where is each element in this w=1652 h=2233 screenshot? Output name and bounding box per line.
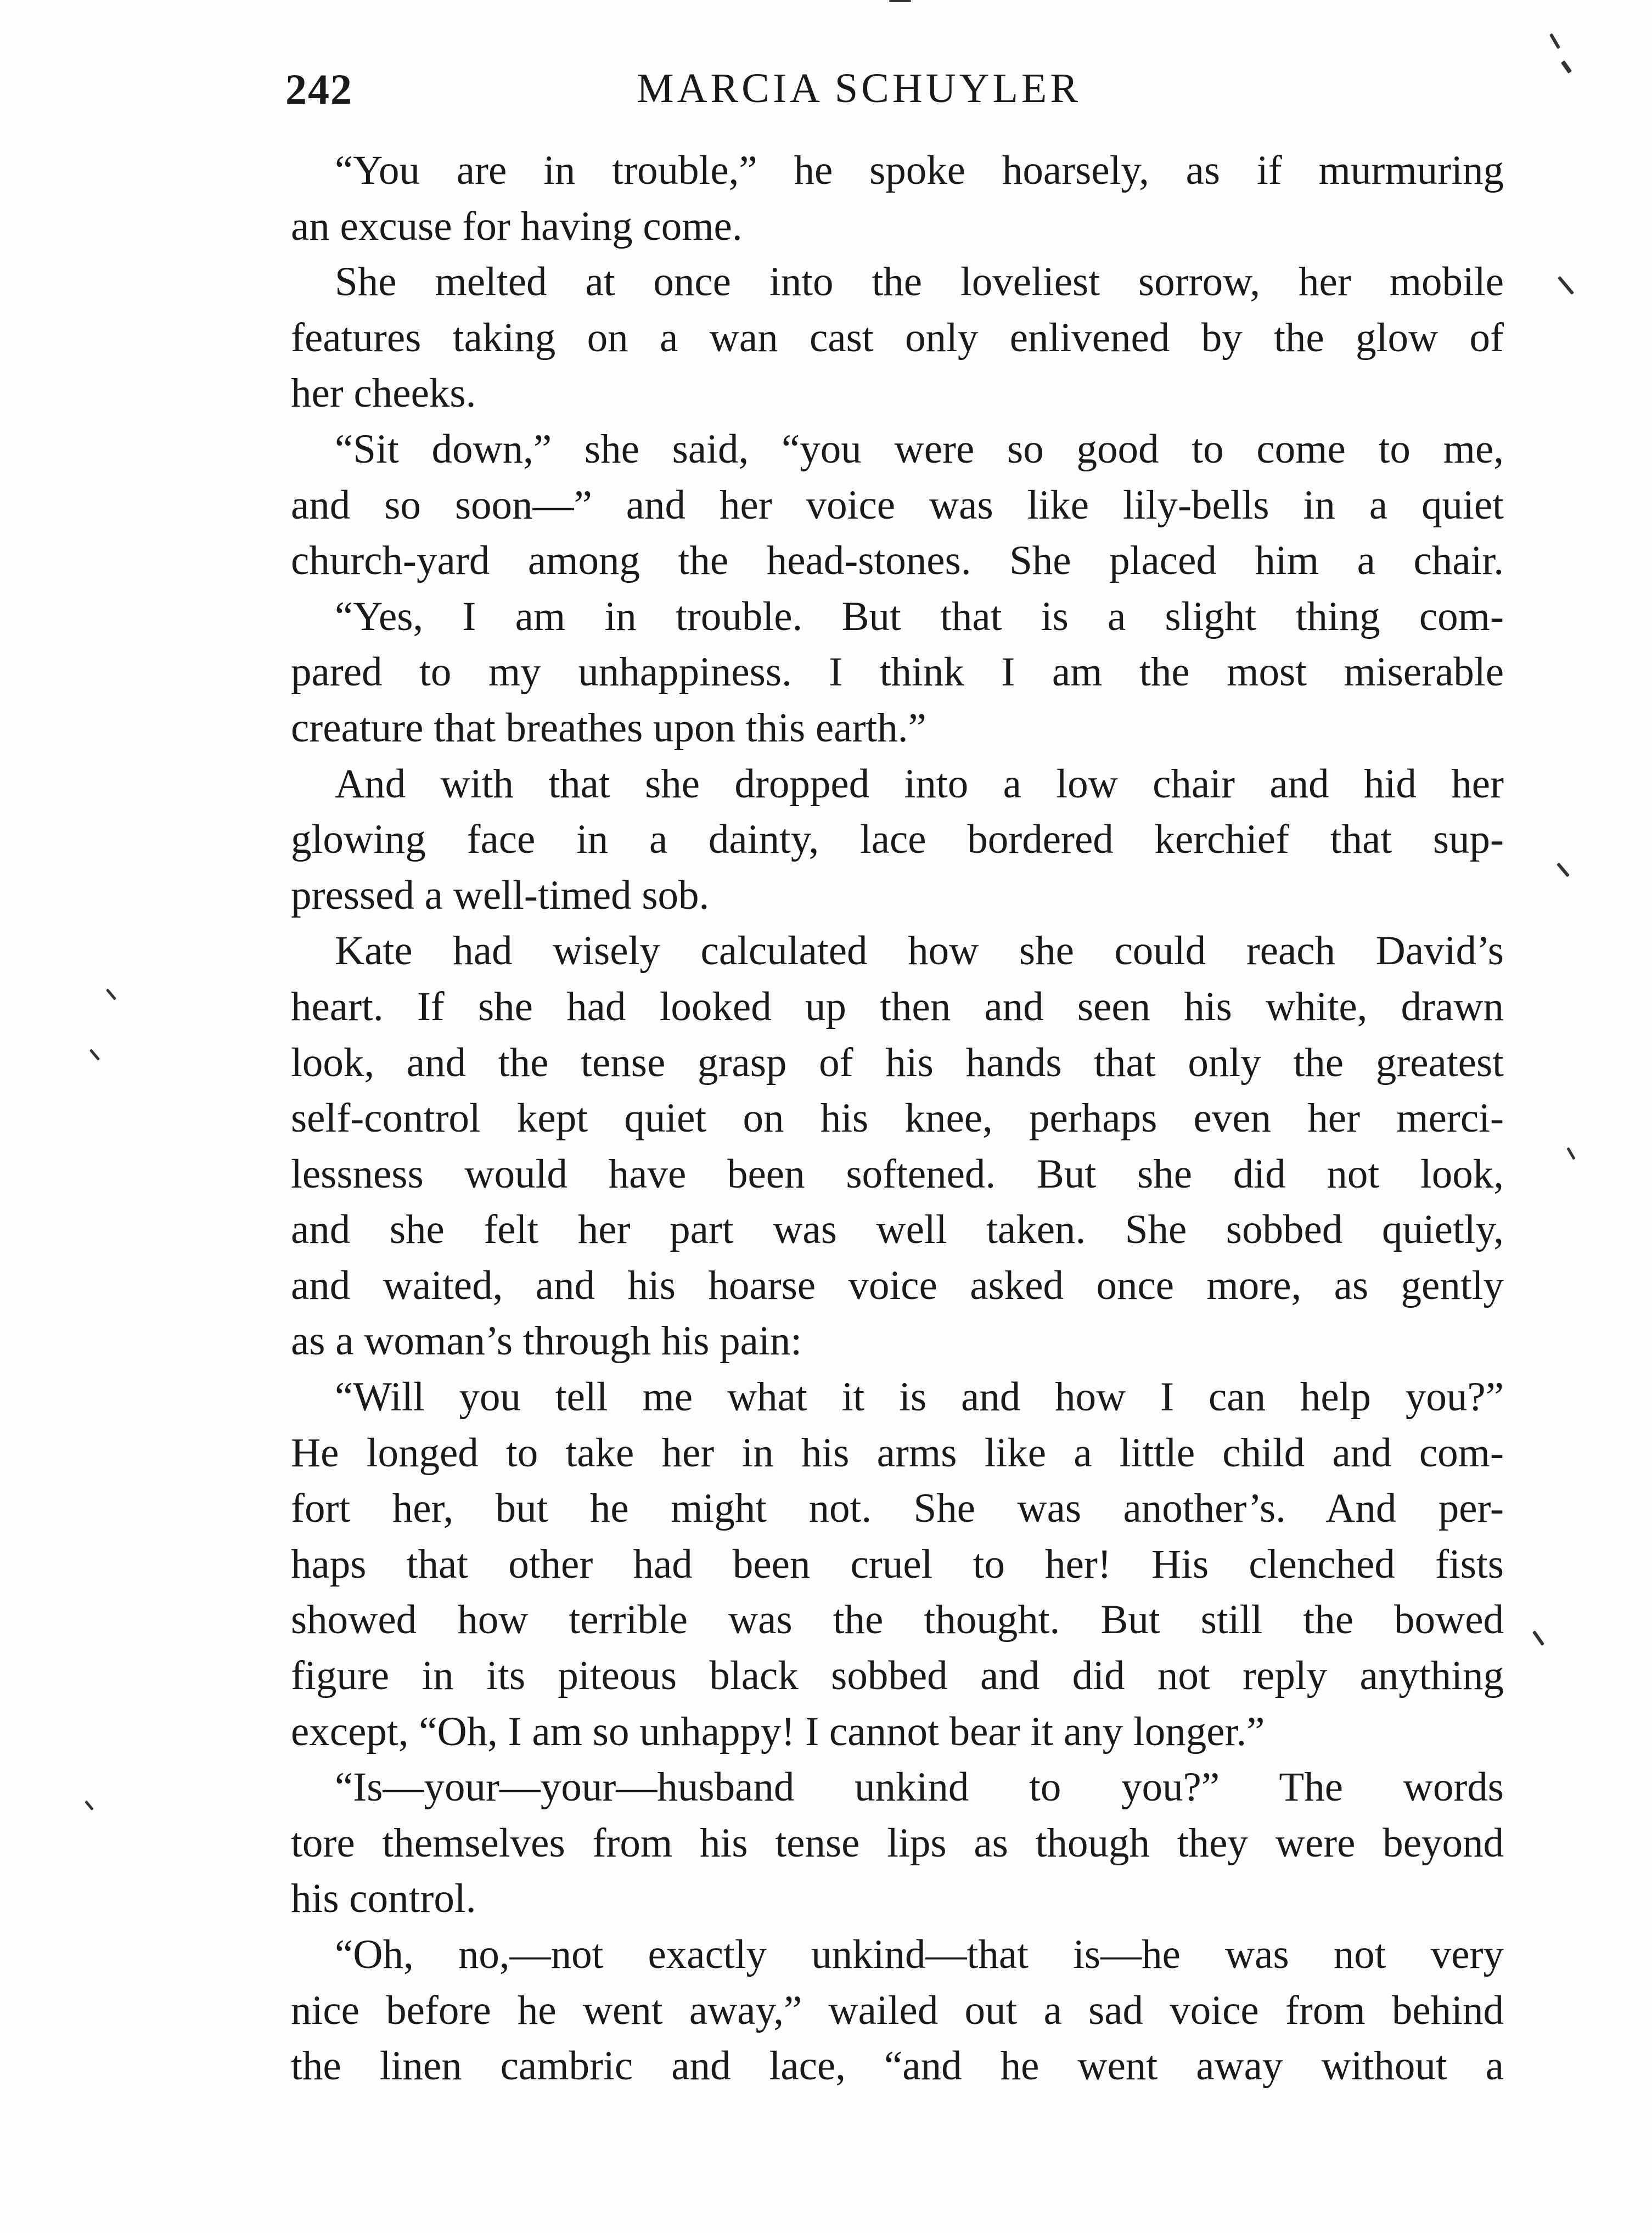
- scan-speck: [106, 988, 116, 1000]
- text-line: “Is—your—your—husband unkind to you?” The words: [335, 1764, 1504, 1810]
- scan-speck: [1558, 276, 1574, 295]
- text-line: an excuse for having come.: [291, 203, 743, 249]
- text-line: “Yes, I am in trouble. But that is a slight thing com-: [335, 593, 1504, 639]
- text-line: features taking on a wan cast only enlivened by the glow of: [291, 314, 1504, 361]
- text-line: heart. If she had looked up then and seen his white, drawn: [291, 983, 1504, 1030]
- text-line: tore themselves from his tense lips as though they were beyond: [291, 1820, 1504, 1866]
- text-line: his control.: [291, 1876, 476, 1922]
- scan-speck: [1532, 1630, 1544, 1646]
- scan-speck: [89, 1049, 100, 1061]
- text-line: haps that other had been cruel to her! His clenched fists: [291, 1541, 1504, 1587]
- running-title: MARCIA SCHUYLER: [637, 65, 1081, 111]
- scan-speck: [85, 1801, 94, 1811]
- body-text: [291, 143, 1504, 2094]
- text-line: showed how terrible was the thought. But still the bowed: [291, 1597, 1504, 1643]
- text-line: She melted at once into the loveliest sorrow, her mobile: [335, 259, 1504, 305]
- scan-speck: [1557, 863, 1570, 878]
- text-line: and she felt her part was well taken. She sobbed quietly,: [291, 1207, 1504, 1253]
- text-line: “Will you tell me what it is and how I can help you?”: [335, 1374, 1504, 1420]
- text-line: and so soon—” and her voice was like lily-bells in a quiet: [291, 482, 1504, 528]
- text-line: the linen cambric and lace, “and he went away without a: [291, 2043, 1504, 2089]
- text-line: “You are in trouble,” he spoke hoarsely, as if murmuring: [335, 148, 1504, 193]
- text-line: He longed to take her in his arms like a little child and com-: [291, 1430, 1504, 1476]
- text-line: “Sit down,” she said, “you were so good to come to me,: [335, 426, 1504, 472]
- text-line: as a woman’s through his pain:: [291, 1318, 802, 1364]
- text-line: fort her, but he might not. She was another’s. And per-: [291, 1486, 1504, 1532]
- text-line: self-control kept quiet on his knee, perhaps even her merci-: [291, 1095, 1504, 1141]
- scan-speck: [1549, 33, 1560, 49]
- text-line: pressed a well-timed sob.: [291, 872, 710, 918]
- text-line: church-yard among the head-stones. She placed him a chair.: [291, 538, 1504, 584]
- text-line: And with that she dropped into a low chair and hid her: [335, 761, 1504, 807]
- text-line: figure in its piteous black sobbed and did not reply anything: [291, 1653, 1504, 1699]
- scan-speck: [1566, 1147, 1575, 1160]
- scan-speck: [1561, 60, 1572, 74]
- text-line: except, “Oh, I am so unhappy! I cannot bear it any longer.”: [291, 1708, 1265, 1754]
- text-line: lessness would have been softened. But she did not look,: [291, 1151, 1504, 1197]
- text-line: her cheeks.: [291, 370, 476, 417]
- text-line: nice before he went away,” wailed out a sad voice from behind: [291, 1987, 1504, 2033]
- text-line: “Oh, no,—not exactly unkind—that is—he was not very: [335, 1932, 1504, 1977]
- text-line: pared to my unhappiness. I think I am the most miserable: [291, 649, 1504, 695]
- running-head: [285, 65, 1509, 125]
- scan-speck: [889, 0, 911, 2]
- text-line: creature that breathes upon this earth.”: [291, 705, 926, 751]
- text-line: glowing face in a dainty, lace bordered kerchief that sup-: [291, 817, 1504, 863]
- text-line: look, and the tense grasp of his hands that only the greatest: [291, 1039, 1504, 1085]
- page-number: 242: [285, 65, 353, 113]
- text-line: Kate had wisely calculated how she could reach David’s: [335, 928, 1504, 974]
- text-line: and waited, and his hoarse voice asked once more, as gently: [291, 1262, 1504, 1308]
